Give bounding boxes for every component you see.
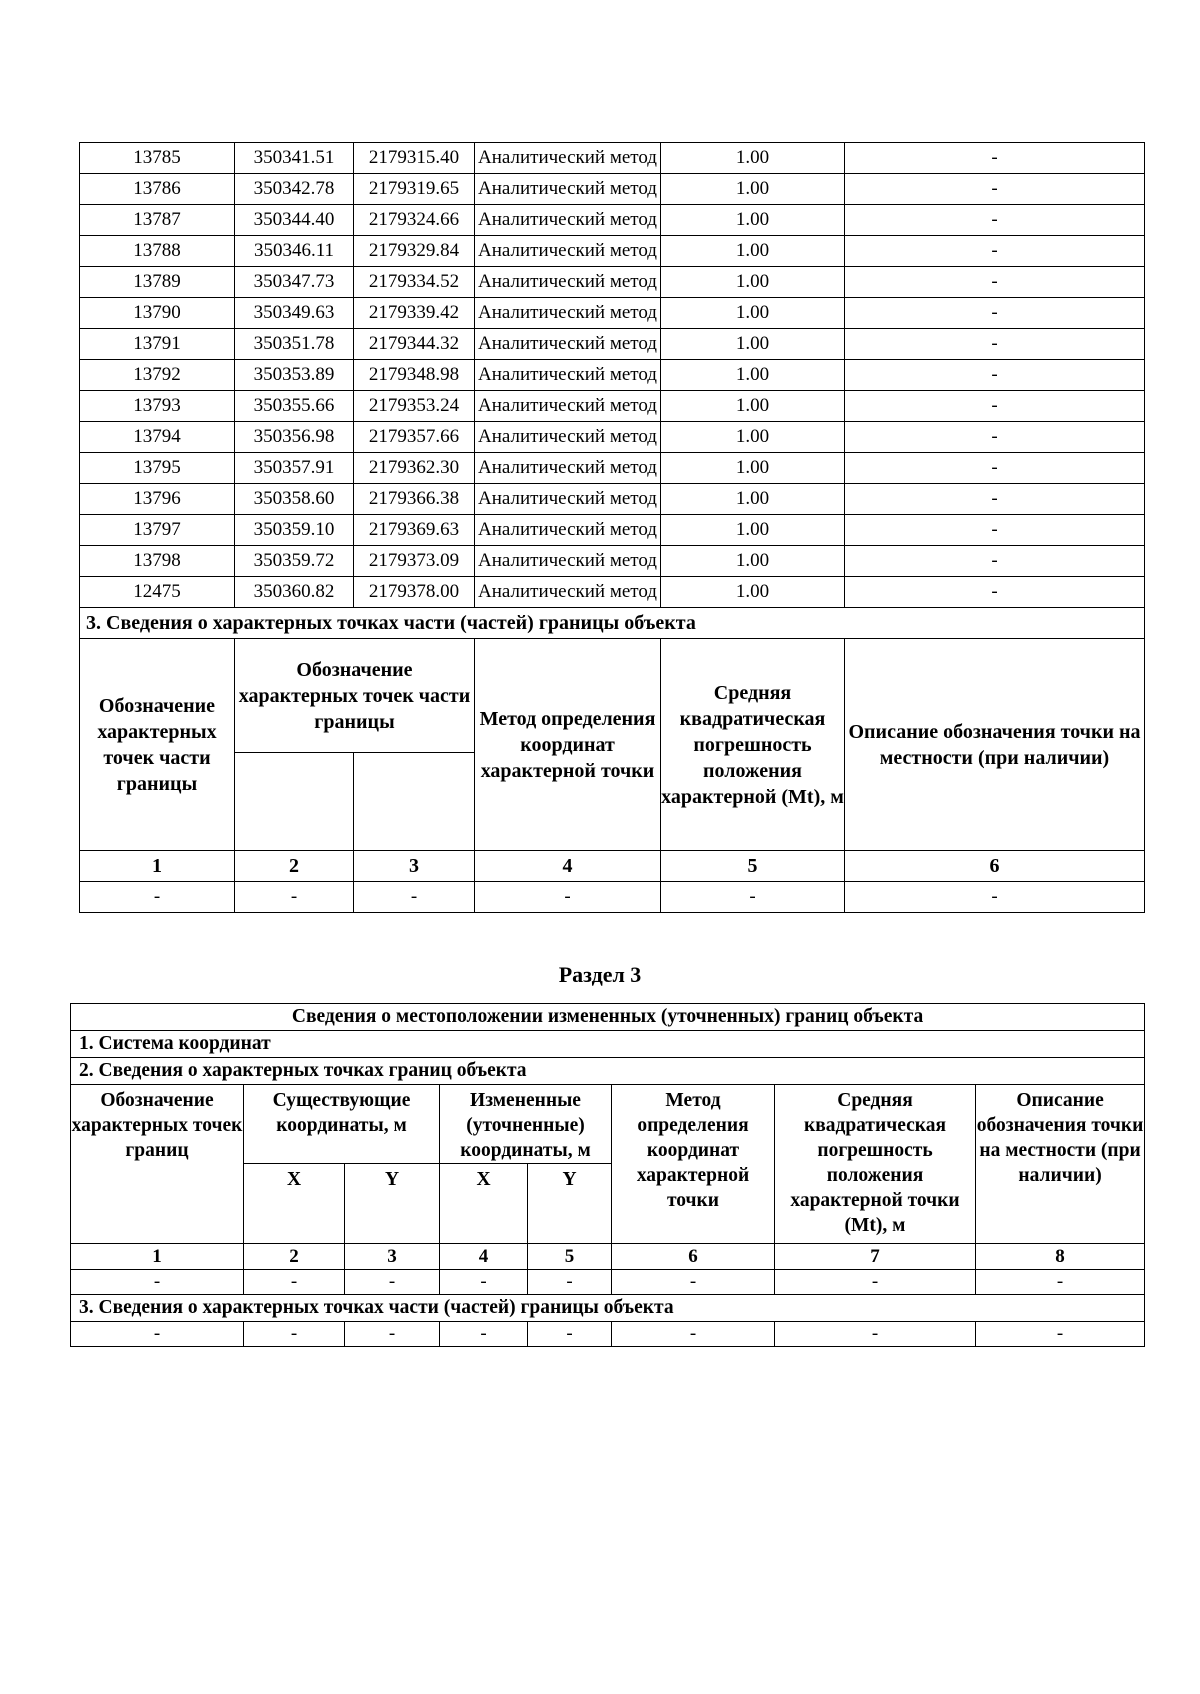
x-coord-cell: 350347.73 — [235, 267, 354, 298]
table-row — [80, 205, 1145, 236]
x-coord-cell: 350351.78 — [235, 329, 354, 360]
column-number: 4 — [440, 1244, 528, 1270]
column-number: 2 — [235, 851, 354, 882]
error-cell: 1.00 — [661, 143, 845, 174]
cell: - — [244, 1270, 345, 1295]
header-part-boundary-points: Обозначение характерных точек части границы — [235, 639, 475, 753]
points-title-row — [71, 1058, 1145, 1085]
error-cell: 1.00 — [661, 205, 845, 236]
cell: - — [440, 1270, 528, 1295]
cell: - — [775, 1322, 976, 1347]
y-coord-cell: 2179362.30 — [354, 453, 475, 484]
method-cell: Аналитический метод — [475, 577, 661, 608]
part-section-title-row — [80, 608, 1145, 639]
column-number: 6 — [845, 851, 1145, 882]
method-cell: Аналитический метод — [475, 143, 661, 174]
y-coord-cell: 2179324.66 — [354, 205, 475, 236]
part-title: 3. Сведения о характерных точках части (частей) границы объекта — [71, 1295, 1145, 1322]
description-cell: - — [845, 484, 1145, 515]
point-id-cell: 13788 — [80, 236, 235, 267]
part-header-row — [80, 639, 1145, 753]
part-section-title: 3. Сведения о характерных точках части (частей) границы объекта — [80, 608, 1145, 639]
column-number: 4 — [475, 851, 661, 882]
header-mean-error: Средняя квадратическая погрешность положения характерной (Mt), м — [661, 639, 845, 851]
boundary-points-table — [79, 142, 1145, 913]
table-row — [80, 391, 1145, 422]
method-cell: Аналитический метод — [475, 546, 661, 577]
x-coord-cell: 350360.82 — [235, 577, 354, 608]
error-cell: 1.00 — [661, 546, 845, 577]
cell: - — [71, 1322, 244, 1347]
header-changed-x: X — [440, 1164, 528, 1244]
description-cell: - — [845, 205, 1145, 236]
method-cell: Аналитический метод — [475, 298, 661, 329]
header-part-point-designation: Обозначение характерных точек части границы — [80, 639, 235, 851]
method-cell: Аналитический метод — [475, 484, 661, 515]
point-id-cell: 13794 — [80, 422, 235, 453]
point-id-cell: 13787 — [80, 205, 235, 236]
column-number: 3 — [345, 1244, 440, 1270]
description-cell: - — [845, 236, 1145, 267]
method-cell: Аналитический метод — [475, 329, 661, 360]
table-row — [80, 174, 1145, 205]
point-id-cell: 13796 — [80, 484, 235, 515]
column-number: 5 — [661, 851, 845, 882]
error-cell: 1.00 — [661, 360, 845, 391]
description-cell: - — [845, 174, 1145, 205]
table-title: Сведения о местоположении измененных (уточненных) границ объекта — [71, 1004, 1145, 1031]
header-method: Метод определения координат характерной точки — [475, 639, 661, 851]
x-coord-cell: 350359.10 — [235, 515, 354, 546]
description-cell: - — [845, 329, 1145, 360]
header-description: Описание обозначения точки на местности (при наличии) — [976, 1085, 1145, 1244]
cell: - — [80, 882, 235, 913]
point-id-cell: 13786 — [80, 174, 235, 205]
column-number: 3 — [354, 851, 475, 882]
table-row — [80, 143, 1145, 174]
cell: - — [345, 1270, 440, 1295]
error-cell: 1.00 — [661, 236, 845, 267]
description-cell: - — [845, 422, 1145, 453]
cell: - — [354, 882, 475, 913]
method-cell: Аналитический метод — [475, 453, 661, 484]
cell: - — [612, 1270, 775, 1295]
header-changed-coords: Измененные (уточненные) координаты, м — [440, 1085, 612, 1164]
part-data-row — [71, 1322, 1145, 1347]
boundary-points-body — [80, 143, 1145, 913]
cell: - — [612, 1322, 775, 1347]
part-data-row — [80, 882, 1145, 913]
table-row — [80, 453, 1145, 484]
method-cell: Аналитический метод — [475, 236, 661, 267]
x-coord-cell: 350349.63 — [235, 298, 354, 329]
error-cell: 1.00 — [661, 391, 845, 422]
description-cell: - — [845, 546, 1145, 577]
table-title-row — [71, 1004, 1145, 1031]
header-row — [71, 1085, 1145, 1164]
table-row — [80, 360, 1145, 391]
header-subcell-empty — [354, 753, 475, 851]
table-row — [80, 546, 1145, 577]
changed-boundaries-table — [70, 1003, 1145, 1347]
column-numbers-row — [80, 851, 1145, 882]
y-coord-cell: 2179329.84 — [354, 236, 475, 267]
column-number: 1 — [71, 1244, 244, 1270]
table-row — [80, 329, 1145, 360]
x-coord-cell: 350357.91 — [235, 453, 354, 484]
error-cell: 1.00 — [661, 298, 845, 329]
header-description: Описание обозначения точки на местности (при наличии) — [845, 639, 1145, 851]
x-coord-cell: 350355.66 — [235, 391, 354, 422]
header-existing-x: X — [244, 1164, 345, 1244]
x-coord-cell: 350342.78 — [235, 174, 354, 205]
table-row — [80, 577, 1145, 608]
header-changed-y: Y — [528, 1164, 612, 1244]
description-cell: - — [845, 143, 1145, 174]
method-cell: Аналитический метод — [475, 205, 661, 236]
error-cell: 1.00 — [661, 267, 845, 298]
cell: - — [528, 1270, 612, 1295]
header-subcell-empty — [235, 753, 354, 851]
point-id-cell: 13795 — [80, 453, 235, 484]
column-number: 2 — [244, 1244, 345, 1270]
table-row — [80, 515, 1145, 546]
x-coord-cell: 350356.98 — [235, 422, 354, 453]
y-coord-cell: 2179348.98 — [354, 360, 475, 391]
point-id-cell: 13793 — [80, 391, 235, 422]
y-coord-cell: 2179373.09 — [354, 546, 475, 577]
point-id-cell: 13790 — [80, 298, 235, 329]
column-number: 6 — [612, 1244, 775, 1270]
point-id-cell: 13785 — [80, 143, 235, 174]
cell: - — [244, 1322, 345, 1347]
table-row — [80, 236, 1145, 267]
cell: - — [440, 1322, 528, 1347]
header-existing-coords: Существующие координаты, м — [244, 1085, 440, 1164]
column-number: 5 — [528, 1244, 612, 1270]
error-cell: 1.00 — [661, 174, 845, 205]
description-cell: - — [845, 515, 1145, 546]
method-cell: Аналитический метод — [475, 174, 661, 205]
point-id-cell: 12475 — [80, 577, 235, 608]
x-coord-cell: 350358.60 — [235, 484, 354, 515]
column-number: 7 — [775, 1244, 976, 1270]
part-title-row — [71, 1295, 1145, 1322]
method-cell: Аналитический метод — [475, 267, 661, 298]
cell: - — [845, 882, 1145, 913]
description-cell: - — [845, 577, 1145, 608]
x-coord-cell: 350359.72 — [235, 546, 354, 577]
cell: - — [775, 1270, 976, 1295]
column-number: 8 — [976, 1244, 1145, 1270]
description-cell: - — [845, 360, 1145, 391]
x-coord-cell: 350353.89 — [235, 360, 354, 391]
header-point-designation: Обозначение характерных точек границ — [71, 1085, 244, 1244]
coord-system-title: 1. Система координат — [71, 1031, 1145, 1058]
description-cell: - — [845, 391, 1145, 422]
method-cell: Аналитический метод — [475, 391, 661, 422]
error-cell: 1.00 — [661, 484, 845, 515]
x-coord-cell: 350341.51 — [235, 143, 354, 174]
coord-system-row — [71, 1031, 1145, 1058]
cell: - — [528, 1322, 612, 1347]
y-coord-cell: 2179378.00 — [354, 577, 475, 608]
error-cell: 1.00 — [661, 422, 845, 453]
description-cell: - — [845, 267, 1145, 298]
method-cell: Аналитический метод — [475, 422, 661, 453]
column-number: 1 — [80, 851, 235, 882]
table-row — [80, 267, 1145, 298]
y-coord-cell: 2179366.38 — [354, 484, 475, 515]
cell: - — [71, 1270, 244, 1295]
cell: - — [661, 882, 845, 913]
description-cell: - — [845, 453, 1145, 484]
point-id-cell: 13797 — [80, 515, 235, 546]
column-numbers-row — [71, 1244, 1145, 1270]
data-row — [71, 1270, 1145, 1295]
table-row — [80, 484, 1145, 515]
header-mean-error: Средняя квадратическая погрешность положения характерной точки (Mt), м — [775, 1085, 976, 1244]
header-existing-y: Y — [345, 1164, 440, 1244]
section-title: Раздел 3 — [558, 962, 642, 987]
point-id-cell: 13791 — [80, 329, 235, 360]
cell: - — [475, 882, 661, 913]
method-cell: Аналитический метод — [475, 360, 661, 391]
cell: - — [345, 1322, 440, 1347]
x-coord-cell: 350344.40 — [235, 205, 354, 236]
table-row — [80, 422, 1145, 453]
method-cell: Аналитический метод — [475, 515, 661, 546]
cell: - — [235, 882, 354, 913]
point-id-cell: 13792 — [80, 360, 235, 391]
y-coord-cell: 2179369.63 — [354, 515, 475, 546]
error-cell: 1.00 — [661, 577, 845, 608]
y-coord-cell: 2179315.40 — [354, 143, 475, 174]
error-cell: 1.00 — [661, 515, 845, 546]
y-coord-cell: 2179319.65 — [354, 174, 475, 205]
y-coord-cell: 2179357.66 — [354, 422, 475, 453]
cell: - — [976, 1270, 1145, 1295]
description-cell: - — [845, 298, 1145, 329]
y-coord-cell: 2179339.42 — [354, 298, 475, 329]
error-cell: 1.00 — [661, 453, 845, 484]
y-coord-cell: 2179353.24 — [354, 391, 475, 422]
point-id-cell: 13789 — [80, 267, 235, 298]
y-coord-cell: 2179344.32 — [354, 329, 475, 360]
point-id-cell: 13798 — [80, 546, 235, 577]
header-method: Метод определения координат характерной точки — [612, 1085, 775, 1244]
points-title: 2. Сведения о характерных точках границ объекта — [71, 1058, 1145, 1085]
error-cell: 1.00 — [661, 329, 845, 360]
cell: - — [976, 1322, 1145, 1347]
x-coord-cell: 350346.11 — [235, 236, 354, 267]
y-coord-cell: 2179334.52 — [354, 267, 475, 298]
table-row — [80, 298, 1145, 329]
